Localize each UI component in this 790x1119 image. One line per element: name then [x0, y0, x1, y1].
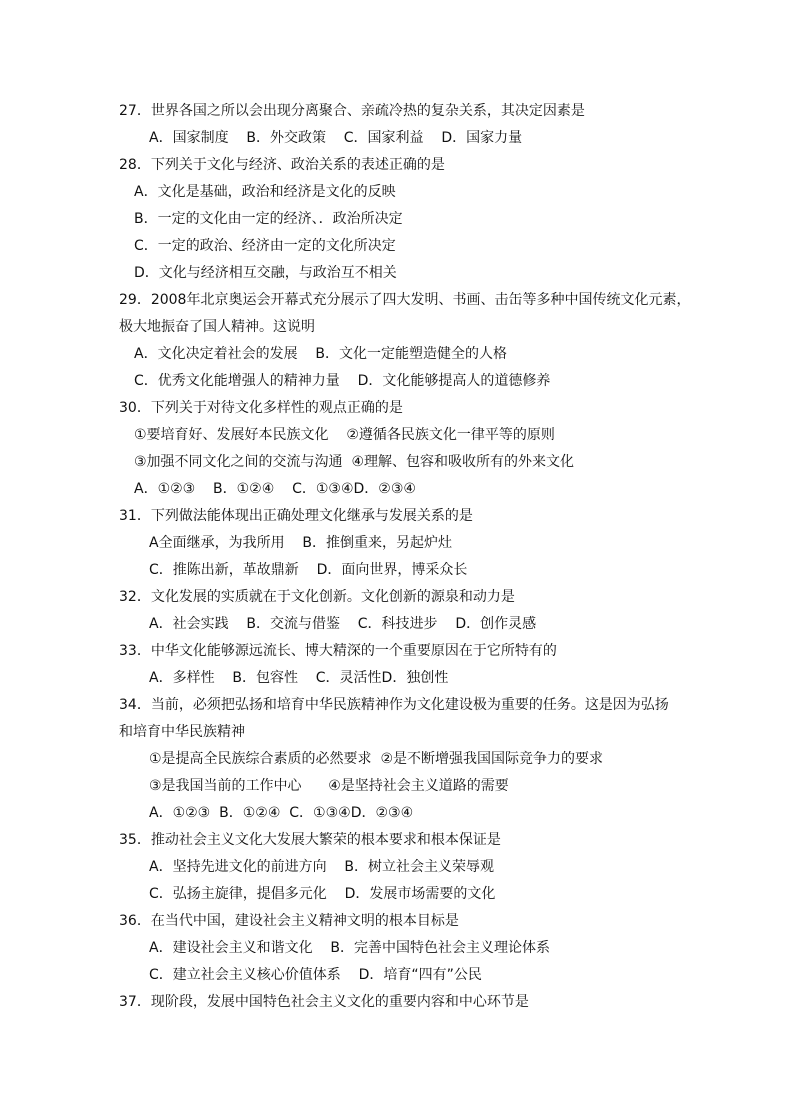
question-29-options-cd: C．优秀文化能增强人的精神力量 D．文化能够提高人的道德修养 [134, 373, 551, 389]
question-28-option-d: D．文化与经济相互交融，与政治互不相关 [134, 265, 397, 281]
question-28-stem: 28．下列关于文化与经济、政治关系的表述正确的是 [119, 157, 445, 173]
question-35-options-ab: A．坚持先进文化的前进方向 B．树立社会主义荣辱观 [149, 859, 494, 875]
question-30-options: A．①②③ B．①②④ C．①③④D．②③④ [134, 481, 416, 497]
question-34-stem: 34．当前，必须把弘扬和培育中华民族精神作为文化建设极为重要的任务。这是因为弘扬 [119, 697, 669, 713]
question-37-stem: 37．现阶段，发展中国特色社会主义文化的重要内容和中心环节是 [119, 994, 529, 1010]
question-28-option-b: B．一定的文化由一定的经济、．政治所决定 [134, 211, 403, 227]
question-35-options-cd: C．弘扬主旋律，提倡多元化 D．发展市场需要的文化 [149, 886, 496, 902]
question-27-options: A．国家制度 B．外交政策 C．国家利益 D．国家力量 [149, 130, 523, 146]
question-34-stem-cont: 和培育中华民族精神 [119, 724, 245, 740]
question-36-stem: 36．在当代中国，建设社会主义精神文明的根本目标是 [119, 913, 459, 929]
question-30-stem: 30．下列关于对待文化多样性的观点正确的是 [119, 400, 403, 416]
question-33-options: A．多样性 B．包容性 C．灵活性D．独创性 [149, 670, 449, 686]
question-30-items-12: ①要培育好、发展好本民族文化 ②遵循各民族文化一律平等的原则 [134, 427, 555, 443]
question-34-options: A．①②③ B．①②④ C．①③④D．②③④ [149, 805, 414, 821]
question-36-options-cd: C．建立社会主义核心价值体系 D．培育“四有”公民 [149, 967, 482, 983]
question-28-option-c: C．一定的政治、经济由一定的文化所决定 [134, 238, 396, 254]
question-29-options-ab: A．文化决定着社会的发展 B．文化一定能塑造健全的人格 [134, 346, 507, 362]
question-29-stem-cont: 极大地振奋了国人精神。这说明 [119, 319, 315, 335]
question-30-items-34: ③加强不同文化之间的交流与沟通 ④理解、包容和吸收所有的外来文化 [134, 454, 575, 470]
question-34-items-12: ①是提高全民族综合素质的必然要求 ②是不断增强我国国际竞争力的要求 [149, 751, 604, 767]
question-31-stem: 31．下列做法能体现出正确处理文化继承与发展关系的是 [119, 508, 473, 524]
question-31-options-ab: A全面继承，为我所用 B．推倒重来，另起炉灶 [149, 535, 452, 551]
question-32-stem: 32．文化发展的实质就在于文化创新。文化创新的源泉和动力是 [119, 589, 515, 605]
question-27-stem: 27．世界各国之所以会出现分离聚合、亲疏冷热的复杂关系，其决定因素是 [119, 103, 585, 119]
question-28-option-a: A．文化是基础，政治和经济是文化的反映 [134, 184, 396, 200]
question-33-stem: 33．中华文化能够源远流长、博大精深的一个重要原因在于它所特有的 [119, 643, 557, 659]
question-29-stem: 29．2008年北京奥运会开幕式充分展示了四大发明、书画、击缶等多种中国传统文化元素， [119, 292, 691, 308]
question-35-stem: 35．推动社会主义文化大发展大繁荣的根本要求和根本保证是 [119, 832, 501, 848]
question-32-options: A．社会实践 B．交流与借鉴 C．科技进步 D．创作灵感 [149, 616, 537, 632]
question-36-options-ab: A．建设社会主义和谐文化 B．完善中国特色社会主义理论体系 [149, 940, 550, 956]
question-31-options-cd: C．推陈出新，革故鼎新 D．面向世界，博采众长 [149, 562, 468, 578]
question-34-items-34: ③是我国当前的工作中心 ④是坚持社会主义道路的需要 [149, 778, 509, 794]
